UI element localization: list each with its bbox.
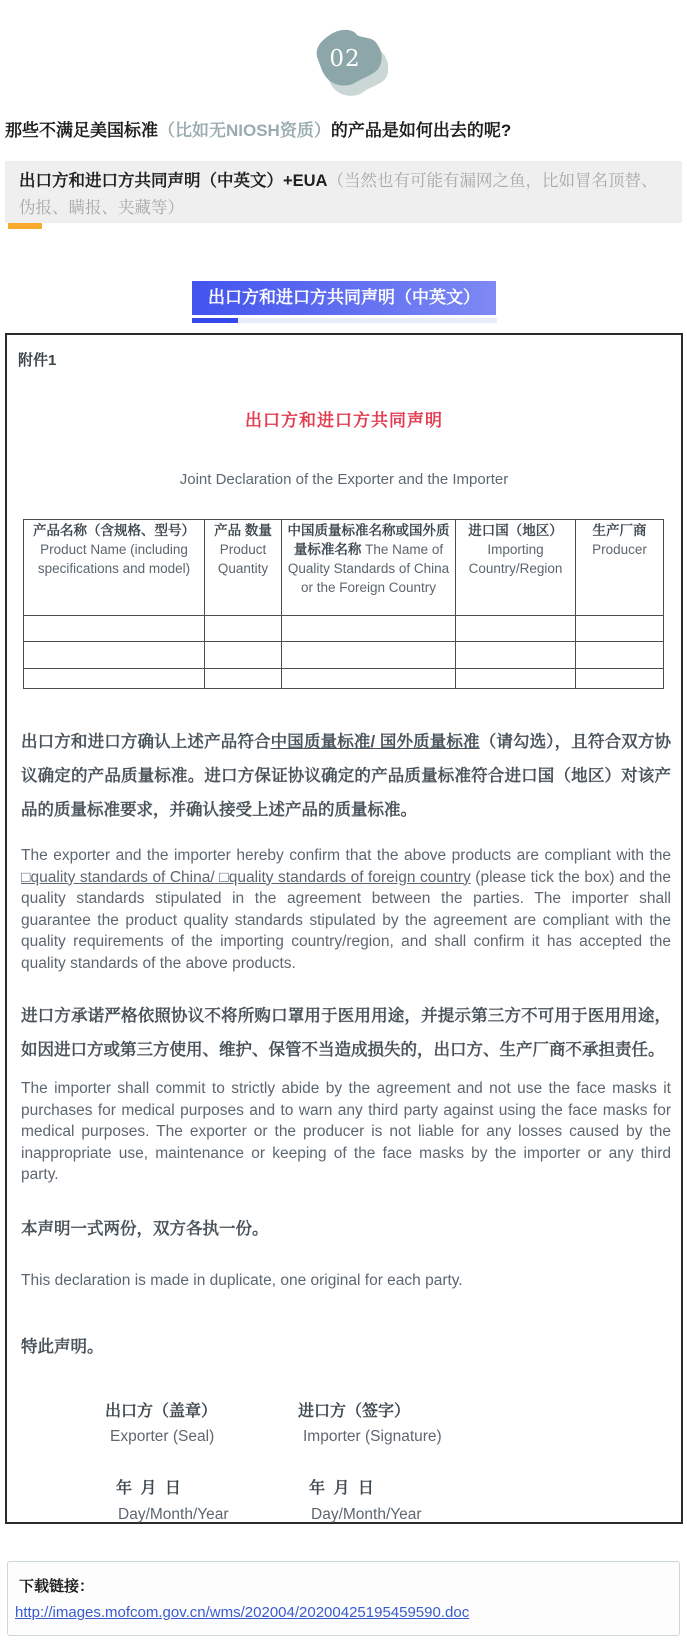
exporter-date-cn: 年 月 日 — [116, 1480, 183, 1497]
header-cell-producer: 生产厂商 Producer — [576, 520, 664, 616]
signature-block-exporter — [105, 1398, 290, 1524]
header-cell-product-name: 产品名称（含规格、型号） Product Name (including specifications and model) — [24, 520, 205, 616]
download-label: 下载链接： — [19, 1578, 95, 1595]
declaration-button[interactable]: 出口方和进口方共同声明（中英文） — [192, 281, 496, 315]
table-row — [24, 616, 664, 642]
section-heading — [5, 119, 675, 143]
paragraph-cn-hereby: 特此声明。 — [21, 1338, 104, 1356]
section-badge — [302, 26, 388, 98]
download-link[interactable]: http://images.mofcom.gov.cn/wms/202004/20200425195459590.doc — [15, 1604, 470, 1621]
exporter-label-cn: 出口方（盖章） — [105, 1403, 218, 1420]
paragraph-en-duplicate: This declaration is made in duplicate, one original for each party. — [21, 1272, 463, 1289]
table-header-row — [24, 520, 664, 616]
paragraph-en-commitment: The importer shall commit to strictly abide by the agreement and not use the face masks it purchases for medical purposes and to warn any third party against using the face masks for medical purposes. The exporter or the producer is not liable for any losses caused by the inappropriate use, maintenance or keeping of the face masks by the importer or any third party. — [21, 1080, 671, 1183]
section-number: 02 — [329, 46, 361, 73]
button-underline-fill — [192, 318, 238, 323]
heading-highlight: （比如无NIOSH资质） — [158, 121, 331, 140]
signature-block-importer — [298, 1398, 483, 1524]
paragraph-en-confirm: The exporter and the importer hereby confirm that the above products are compliant with the □quality standards of China/ □quality standards of foreign country (please tick the box) and the quality standards stipulated in the agreement between the parties. The importer shall guarantee the product quality standards stipulated by the agreement are compliant with the quality requirements of the importing country/region, and shall confirm it has accepted the quality standards of the above products. — [21, 847, 671, 972]
document-title-en: Joint Declaration of the Exporter and the Importer — [179, 471, 509, 488]
importer-date-cn: 年 月 日 — [309, 1480, 376, 1497]
attachment-label: 附件1 — [18, 352, 57, 369]
summary-bold-text: 出口方和进口方共同声明（中英文）+EUA — [19, 172, 328, 190]
table-row — [24, 642, 664, 669]
heading-text-post: 的产品是如何出去的呢? — [330, 121, 512, 140]
paragraph-cn-duplicate: 本声明一式两份，双方各执一份。 — [21, 1220, 269, 1238]
summary-gray-text: （当然也有可能有漏网之鱼，比如冒名顶替、伪报、瞒报、夹藏等） — [19, 172, 658, 217]
paragraph-cn-confirm: 出口方和进口方确认上述产品符合中国质量标准/ 国外质量标准（请勾选），且符合双方协议确定的产品质量标准。进口方保证协议确定的产品质量标准符合进口国（地区）对该产品的质量标准要求，并确认接受上述产品的质量标准。 — [21, 733, 672, 819]
products-table — [23, 519, 664, 689]
exporter-date-en: Day/Month/Year — [118, 1506, 229, 1523]
declaration-document — [5, 333, 683, 1524]
accent-bar — [8, 223, 42, 229]
paragraph-cn-commitment: 进口方承诺严格依照协议不将所购口罩用于医用用途，并提示第三方不可用于医用用途，如因进口方或第三方使用、维护、保管不当造成损失的，出口方、生产厂商不承担责任。 — [21, 1007, 671, 1059]
header-cell-importing-country: 进口国（地区） Importing Country/Region — [456, 520, 576, 616]
heading-text-pre: 那些不满足美国标准 — [5, 121, 158, 140]
summary-box — [5, 161, 682, 223]
importer-date-en: Day/Month/Year — [311, 1506, 422, 1523]
table-row — [24, 669, 664, 689]
document-title-cn: 出口方和进口方共同声明 — [245, 411, 443, 430]
header-cell-quantity: 产品 数量 Product Quantity — [205, 520, 282, 616]
button-underline-track — [192, 318, 497, 323]
importer-label-en: Importer (Signature) — [303, 1428, 442, 1445]
exporter-label-en: Exporter (Seal) — [110, 1428, 215, 1445]
header-cell-standards: 中国质量标准名称或国外质量标准名称 The Name of Quality Standards of China or the Foreign Country — [282, 520, 456, 616]
download-box — [7, 1561, 680, 1636]
importer-label-cn: 进口方（签字） — [298, 1403, 411, 1420]
